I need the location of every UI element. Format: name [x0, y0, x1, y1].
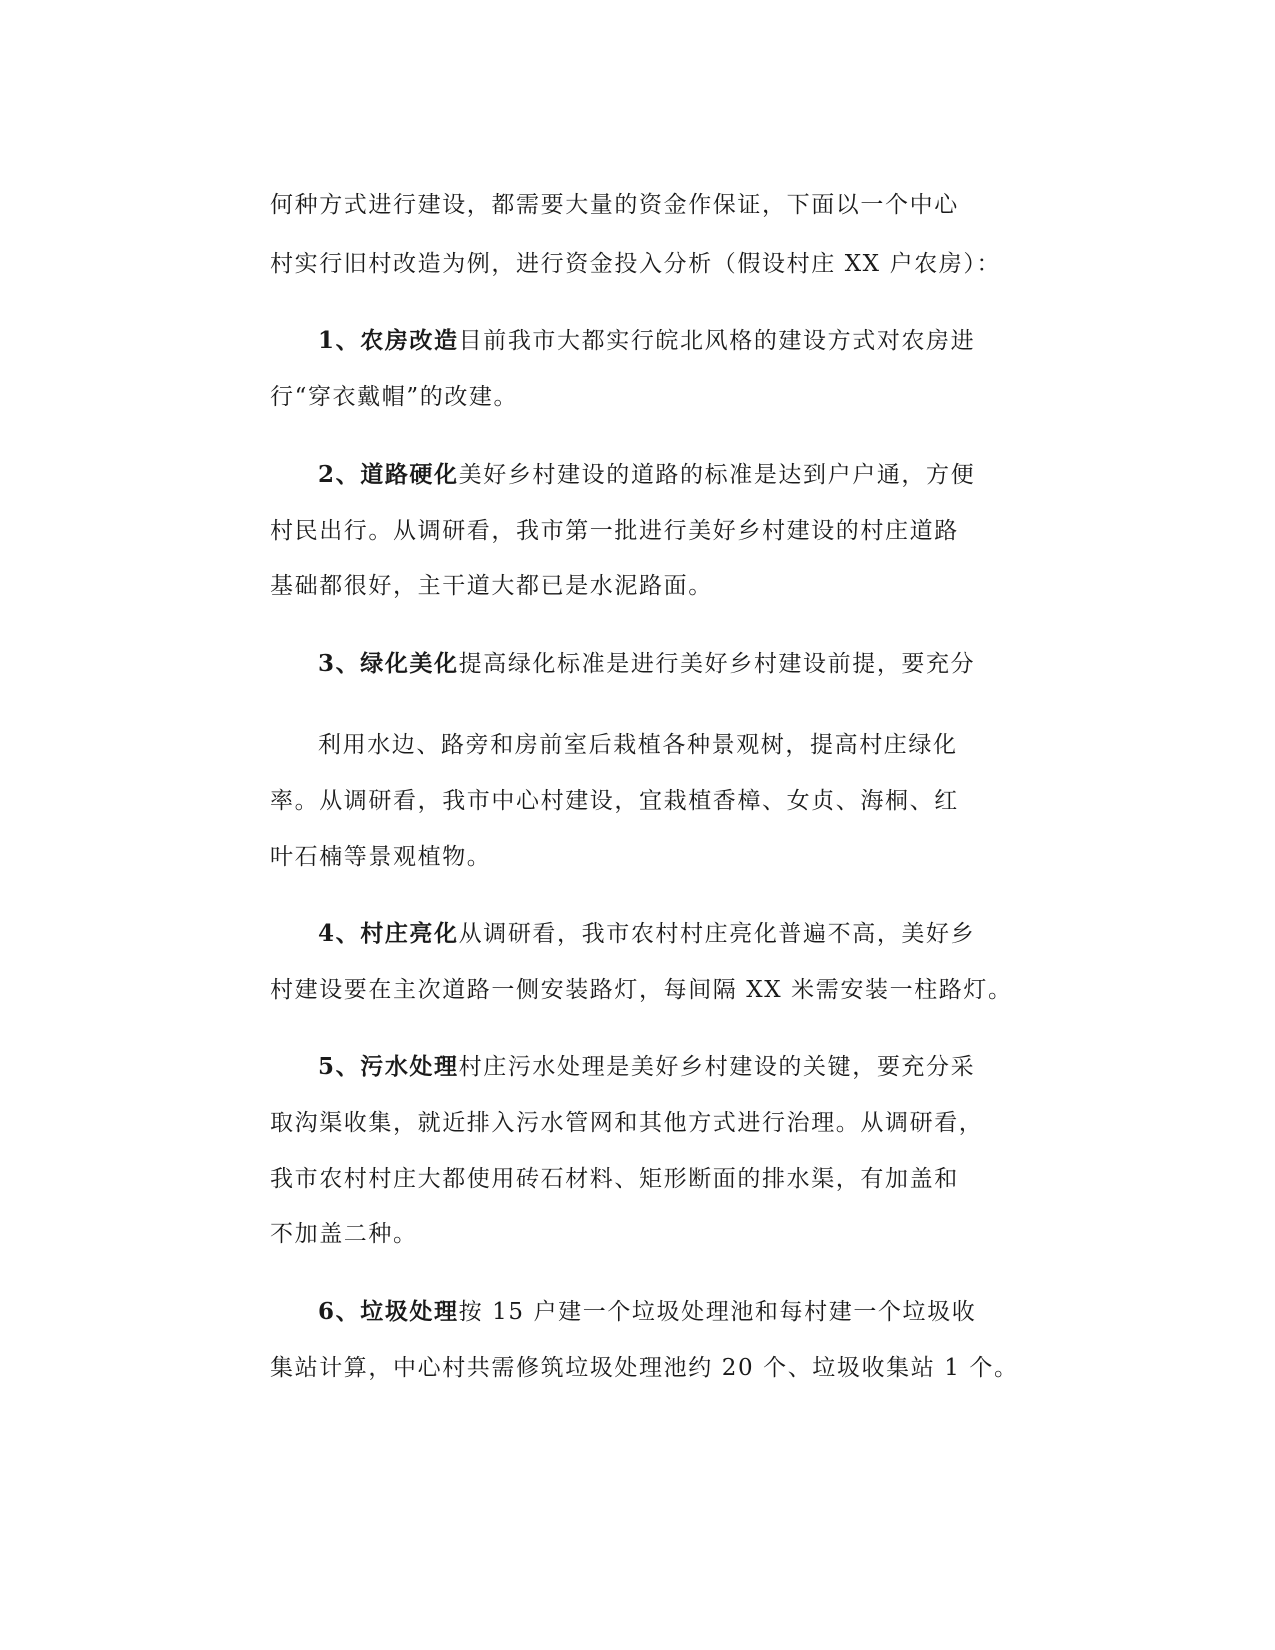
item-4-heading: 村庄亮化 [360, 920, 459, 947]
item-6-line: 集站计算，中心村共需修筑垃圾处理池约 20 个、垃圾收集站 1 个。 [270, 1355, 1019, 1381]
item-2-text: 美好乡村建设的道路的标准是达到户户通，方便 [458, 462, 976, 488]
item-5-text: 村庄污水处理是美好乡村建设的关键，要充分采 [458, 1054, 976, 1080]
item-5-number: 5、 [318, 1053, 361, 1080]
item-4-first-line [318, 919, 975, 949]
item-3-line: 率。从调研看，我市中心村建设，宜栽植香樟、女贞、海桐、红 [270, 788, 959, 814]
item-1-first-line [318, 326, 975, 356]
item-2-line: 村民出行。从调研看，我市第一批进行美好乡村建设的村庄道路 [270, 518, 959, 544]
item-5-line: 我市农村村庄大都使用砖石材料、矩形断面的排水渠，有加盖和 [270, 1166, 959, 1192]
item-2-first-line [318, 460, 975, 490]
item-2-line: 基础都很好，主干道大都已是水泥路面。 [270, 573, 713, 599]
item-1-text: 目前我市大都实行皖北风格的建设方式对农房进 [458, 328, 976, 354]
item-3-line: 叶石楠等景观植物。 [270, 844, 492, 870]
item-1-line: 行“穿衣戴帽”的改建。 [270, 384, 519, 410]
item-4-line: 村建设要在主次道路一侧安装路灯，每间隔 XX 米需安装一柱路灯。 [270, 977, 1013, 1003]
item-5-line: 不加盖二种。 [270, 1221, 418, 1247]
item-1-heading: 农房改造 [360, 327, 459, 354]
item-6-first-line [318, 1297, 976, 1327]
item-3-indented-line: 利用水边、路旁和房前室后栽植各种景观树，提高村庄绿化 [318, 732, 958, 758]
item-6-text: 按 15 户建一个垃圾处理池和每村建一个垃圾收 [458, 1299, 977, 1325]
item-3-text: 提高绿化标准是进行美好乡村建设前提，要充分 [458, 651, 976, 677]
item-5-line: 取沟渠收集，就近排入污水管网和其他方式进行治理。从调研看， [270, 1110, 984, 1136]
item-3-number: 3、 [318, 650, 361, 677]
item-4-text: 从调研看，我市农村村庄亮化普遍不高，美好乡 [458, 921, 976, 947]
item-3-heading: 绿化美化 [360, 650, 459, 677]
item-3-first-line [318, 649, 975, 679]
intro-line-2: 村实行旧村改造为例，进行资金投入分析（假设村庄 XX 户农房）： [270, 251, 1002, 277]
item-4-number: 4、 [318, 920, 361, 947]
intro-line-1: 何种方式进行建设，都需要大量的资金作保证，下面以一个中心 [270, 192, 959, 218]
item-6-number: 6、 [318, 1298, 361, 1325]
item-6-heading: 垃圾处理 [360, 1298, 459, 1325]
item-5-first-line [318, 1052, 975, 1082]
item-2-number: 2、 [318, 461, 361, 488]
item-1-number: 1、 [318, 327, 361, 354]
item-5-heading: 污水处理 [360, 1053, 459, 1080]
item-2-heading: 道路硬化 [360, 461, 459, 488]
